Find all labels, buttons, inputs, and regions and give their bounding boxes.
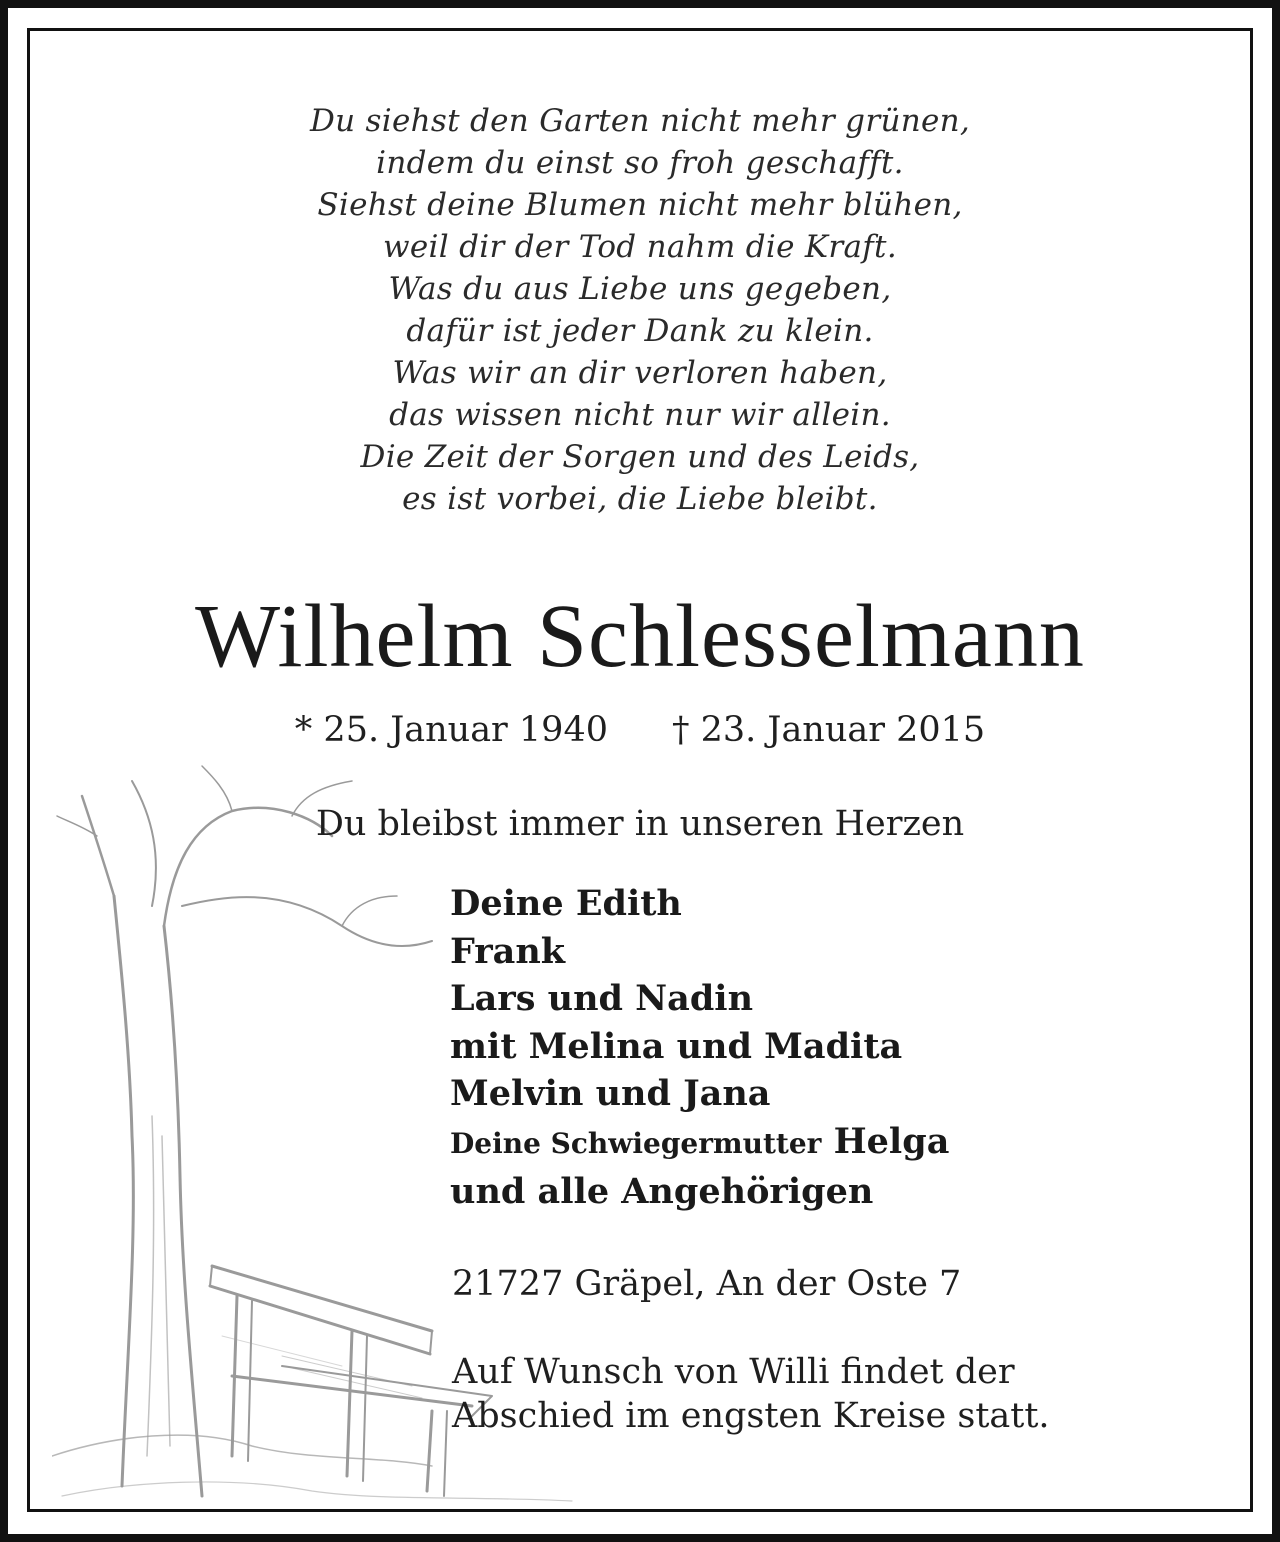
note-line: Abschied im engsten Kreise statt.: [452, 1396, 1050, 1436]
birth-date: * 25. Januar 1940: [294, 710, 608, 750]
poem-line: Siehst deine Blumen nicht mehr blühen,: [317, 187, 963, 223]
mourner: Deine Edith: [450, 883, 682, 924]
funeral-note: [452, 1350, 1050, 1438]
mourner: Frank: [450, 930, 566, 972]
note-line: Auf Wunsch von Willi findet der: [452, 1352, 1015, 1392]
mourner: und alle Angehörigen: [450, 1170, 874, 1212]
poem-line: es ist vorbei, die Liebe bleibt.: [402, 481, 878, 517]
poem-line: Die Zeit der Sorgen und des Leids,: [360, 439, 920, 475]
poem-line: Was du aus Liebe uns gegeben,: [388, 271, 892, 307]
address: 21727 Gräpel, An der Oste 7: [452, 1264, 962, 1304]
mourner-relation: Deine Schwiegermutter: [450, 1126, 822, 1160]
poem-line: indem du einst so froh geschafft.: [376, 145, 904, 181]
deceased-name: Wilhelm Schlesselmann: [195, 587, 1085, 686]
death-date: † 23. Januar 2015: [672, 710, 986, 750]
mourner: mit Melina und Madita: [450, 1025, 903, 1067]
poem-line: das wissen nicht nur wir allein.: [389, 397, 891, 433]
poem: [0, 100, 1280, 520]
tagline: Du bleibst immer in unseren Herzen: [315, 804, 965, 844]
poem-line: Du siehst den Garten nicht mehr grünen,: [309, 103, 971, 139]
life-dates: [0, 706, 1280, 754]
mourner-name: Helga: [833, 1120, 950, 1162]
poem-line: dafür ist jeder Dank zu klein.: [406, 313, 874, 349]
mourner: Lars und Nadin: [450, 978, 754, 1020]
poem-line: weil dir der Tod nahm die Kraft.: [383, 229, 897, 265]
poem-line: Was wir an dir verloren haben,: [392, 355, 888, 391]
mourner: [450, 1118, 949, 1168]
mourner: Melvin und Jana: [450, 1073, 771, 1115]
mourners-list: [450, 880, 949, 1215]
